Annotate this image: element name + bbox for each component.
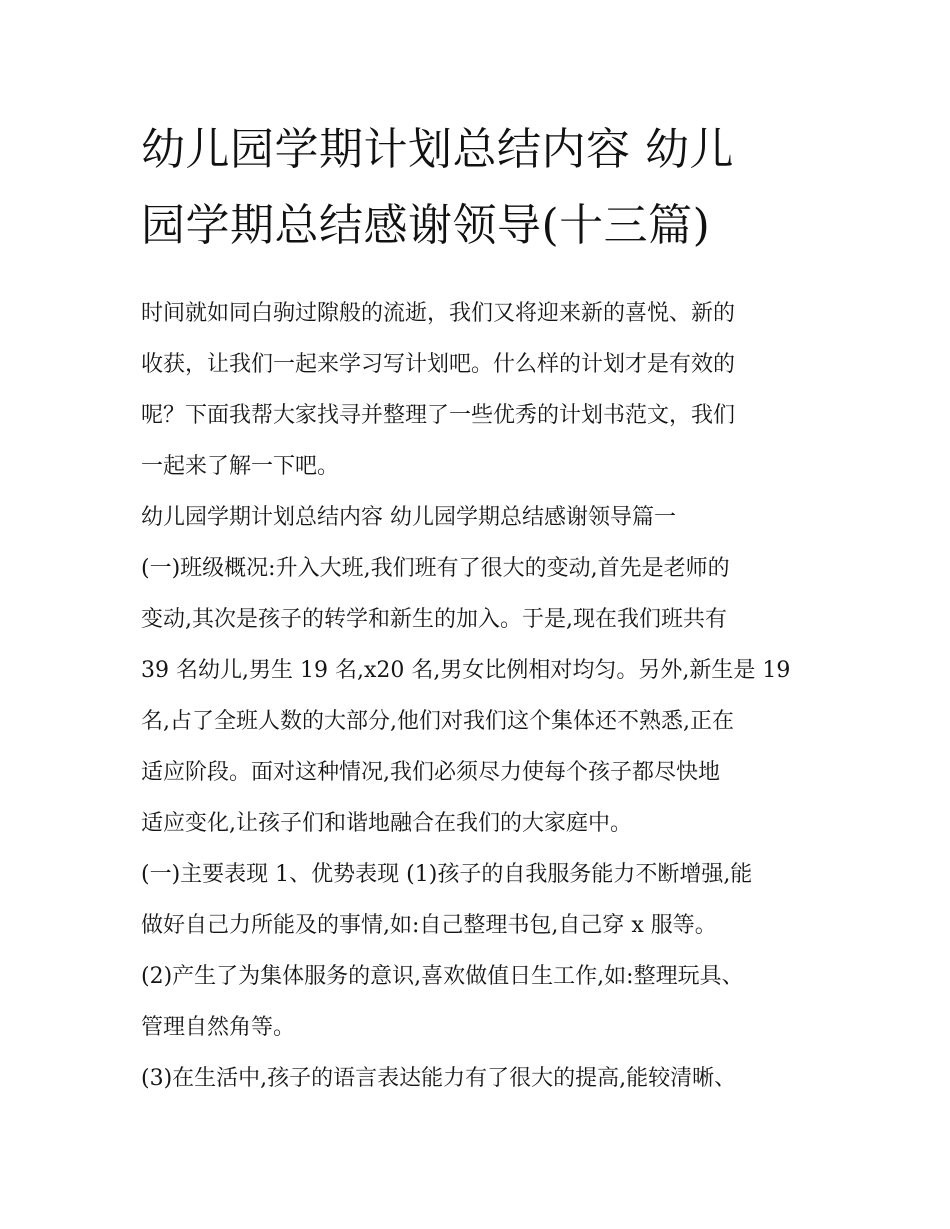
- text-line: 管理自然角等。: [141, 1015, 296, 1040]
- text-line: 适应变化,让孩子们和谐地融合在我们的大家庭中。: [141, 811, 632, 836]
- text-line: 变动,其次是孩子的转学和新生的加入。于是,现在我们班共有: [141, 607, 727, 632]
- main-performance-paragraph: [141, 849, 821, 951]
- text-line: (2)产生了为集体服务的意识,喜欢做值日生工作,如:整理玩具、: [141, 964, 744, 989]
- title-line: 幼儿园学期计划总结内容 幼儿: [141, 124, 734, 175]
- text-line: 适应阶段。面对这种情况,我们必须尽力使每个孩子都尽快地: [141, 760, 720, 785]
- text-line: 39 名幼儿,男生 19 名,x20 名,男女比例相对均匀。另外,新生是 19: [141, 658, 791, 683]
- document-body: [141, 288, 821, 1104]
- text-line: (一)班级概况:升入大班,我们班有了很大的变动,首先是老师的: [141, 556, 730, 581]
- text-line: 名,占了全班人数的大部分,他们对我们这个集体还不熟悉,正在: [141, 709, 734, 734]
- text-line: 做好自己力所能及的事情,如:自己整理书包,自己穿 x 服等。: [141, 913, 717, 938]
- language-ability-paragraph: [141, 1053, 821, 1104]
- class-overview-paragraph: [141, 543, 821, 849]
- document-title: [141, 112, 821, 264]
- intro-paragraph: [141, 288, 821, 492]
- text-line: 呢？下面我帮大家找寻并整理了一些优秀的计划书范文，我们: [141, 403, 736, 428]
- text-line: 收获，让我们一起来学习写计划吧。什么样的计划才是有效的: [141, 352, 736, 377]
- title-line: 园学期总结感谢领导(十三篇): [141, 200, 711, 251]
- section-heading: [141, 492, 821, 543]
- text-line: (一)主要表现 1、优势表现 (1)孩子的自我服务能力不断增强,能: [141, 862, 753, 887]
- text-line: 一起来了解一下吧。: [141, 454, 340, 479]
- service-awareness-paragraph: [141, 951, 821, 1053]
- document-content: [141, 112, 821, 1104]
- text-line: 幼儿园学期计划总结内容 幼儿园学期总结感谢领导篇一: [141, 505, 676, 530]
- text-line: (3)在生活中,孩子的语言表达能力有了很大的提高,能较清晰、: [141, 1066, 737, 1091]
- text-line: 时间就如同白驹过隙般的流逝，我们又将迎来新的喜悦、新的: [141, 301, 736, 326]
